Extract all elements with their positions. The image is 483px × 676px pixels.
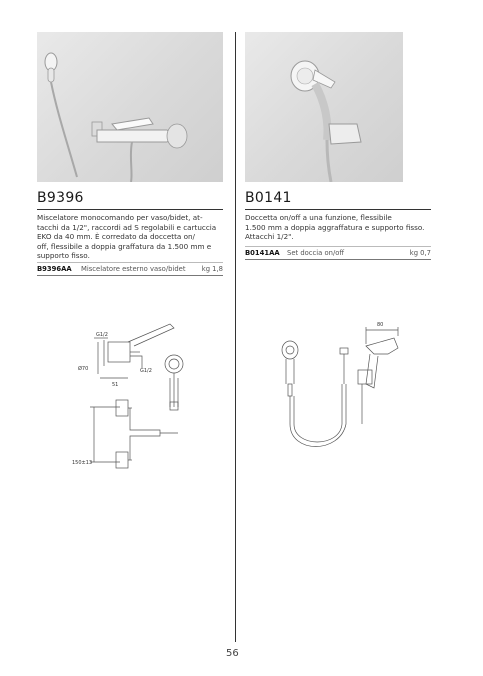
- title-rule: [37, 209, 223, 210]
- item-weight: kg 1,8: [201, 265, 223, 273]
- product-description: [37, 213, 227, 261]
- product-photo-mixer: [37, 32, 223, 182]
- product-code-title: B0141: [245, 190, 292, 206]
- description-line: tacchi da 1/2", raccordi ad S regolabili e cartuccia: [37, 222, 217, 232]
- item-code: B9396AA: [37, 265, 72, 273]
- description-line: supporto fisso.: [37, 251, 90, 261]
- item-label: Miscelatore esterno vaso/bidet: [81, 265, 186, 273]
- item-row: [245, 248, 431, 258]
- page-number: 56: [226, 648, 239, 659]
- product-photo-hand-shower: [245, 32, 403, 182]
- dim-centers: 150±13: [72, 460, 93, 466]
- description-line: Miscelatore monocomando per vaso/bidet, at-: [37, 213, 203, 222]
- shower-technical-drawing: [270, 314, 410, 464]
- mixer-technical-drawing: [70, 312, 200, 472]
- description-line: Attacchi 1/2".: [245, 232, 294, 242]
- dim-width: 80: [377, 322, 384, 328]
- dim-diameter: Ø70: [78, 366, 89, 372]
- product-description: [245, 213, 435, 242]
- item-row-top-rule: [37, 262, 223, 263]
- item-label: Set doccia on/off: [287, 249, 345, 257]
- item-row: [37, 264, 223, 274]
- description-line: 1.500 mm a doppia aggraffatura e supporto fisso.: [245, 222, 425, 232]
- item-weight: kg 0,7: [409, 249, 431, 257]
- mixer-photo-illustration: [37, 32, 223, 182]
- shower-photo-illustration: [245, 32, 403, 182]
- item-row-rule: [37, 275, 223, 276]
- dim-thread-top: G1/2: [96, 332, 108, 338]
- description-line: EKO da 40 mm. È corredato da doccetta on/: [37, 232, 195, 242]
- product-code-title: B9396: [37, 190, 84, 206]
- item-row-top-rule: [245, 246, 431, 247]
- column-divider: [235, 32, 236, 642]
- description-line: Doccetta on/off a una funzione, flessibile: [245, 213, 392, 222]
- title-rule: [245, 209, 431, 210]
- dim-depth: 51: [112, 382, 119, 388]
- item-code: B0141AA: [245, 249, 280, 257]
- description-line: off, flessibile a doppia graffatura da 1.500 mm e: [37, 241, 212, 251]
- dim-thread-outlet: G1/2: [140, 368, 152, 374]
- item-row-rule: [245, 259, 431, 260]
